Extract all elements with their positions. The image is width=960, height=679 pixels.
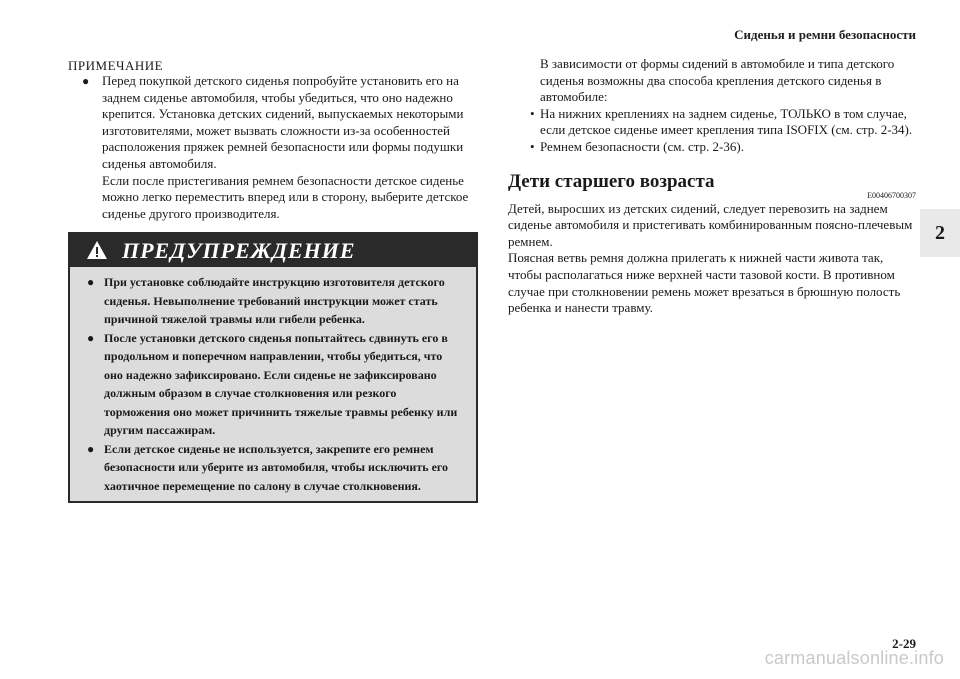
mounting-intro: [508, 56, 916, 106]
warning-item: [70, 440, 464, 496]
warning-body: [70, 267, 476, 501]
warning-title: ПРЕДУПРЕЖДЕНИЕ: [122, 237, 356, 263]
mounting-option: [508, 106, 916, 139]
section-paragraph: Детей, выросших из детских сидений, следует перевозить на заднем сиденье автомобиля и пристегивать комбинированным поясно-плечевым ремнем.: [508, 200, 913, 249]
warning-header: [70, 234, 476, 267]
note-paragraph: Если после пристегивания ремнем безопасности детское сиденье можно легко переместить вперед или в сторону, выберите детское сиденье другого производителя.: [102, 172, 469, 221]
warning-item-text: После установки детского сиденья попытайтесь сдвинуть его в продольном и поперечном направлении, чтобы убедиться, что оно надежно зафиксировано. Если сиденье не зафиксировано должным образом в случае столкновения или резкого торможения оно может причинить тяжелые травмы ребенку или другим пассажирам.: [104, 330, 458, 438]
watermark: carmanualsonline.info: [764, 648, 944, 668]
note-item: [68, 73, 480, 222]
section-code: E00406700307: [867, 190, 916, 200]
bullet-icon: ●: [87, 441, 95, 456]
warning-item: [70, 329, 464, 440]
section-text: [508, 201, 916, 317]
chapter-tab: 2: [920, 209, 960, 257]
bullet-icon: ●: [87, 330, 95, 345]
section-title: Дети старшего возраста: [508, 170, 715, 192]
section-paragraph: Поясная ветвь ремня должна прилегать к нижней части живота так, чтобы располагаться ниже верхней части тазовой кости. В противном случае при столкновении ремень может врезаться в брюшную полость ребенка и нанести травму.: [508, 250, 901, 316]
warning-item-text: Если детское сиденье не используется, закрепите его ремнем безопасности или уберите из автомобиля, чтобы исключить его хаотичное перемещение по салону в случае столкновения.: [104, 441, 449, 493]
warning-item-text: При установке соблюдайте инструкцию изготовителя детского сиденья. Невыполнение требований инструкции может стать причиной тяжелой травмы или гибели ребенка.: [104, 275, 445, 327]
mounting-option: [508, 139, 916, 156]
bullet-marker-icon: •: [530, 138, 535, 154]
warning-triangle-icon: [86, 240, 108, 260]
note-heading: ПРИМЕЧАНИЕ: [68, 58, 164, 73]
bullet-icon: ●: [82, 74, 90, 88]
warning-item: [70, 273, 464, 329]
page-header: Сиденья и ремни безопасности: [734, 27, 916, 42]
right-column: [508, 56, 916, 317]
bullet-icon: ●: [87, 275, 95, 290]
page-number: 2-29: [892, 636, 916, 651]
note-paragraph: Перед покупкой детского сиденья попробуйте установить его на заднем сиденье автомобиля, чтобы убедиться, что оно надежно крепится. Установка детских сидений, выпускаемых некоторыми изготовителями, может вызвать сложности из-за особенностей расположения пряжек ремней безопасности или формы подушки сиденья автомобиля.: [102, 73, 464, 171]
option-text: Ремнем безопасности (см. стр. 2-36).: [540, 138, 744, 154]
bullet-marker-icon: •: [530, 105, 535, 121]
intro-text: В зависимости от формы сидений в автомобиле и типа детского сиденья возможны два способа крепления детского сиденья в автомобиле:: [540, 56, 895, 105]
warning-box: [68, 232, 478, 503]
left-column: [68, 58, 480, 503]
option-text: На нижних креплениях на заднем сиденье, ТОЛЬКО в том случае, если детское сиденье имеет крепления типа ISOFIX (см. стр. 2-34).: [540, 105, 913, 138]
